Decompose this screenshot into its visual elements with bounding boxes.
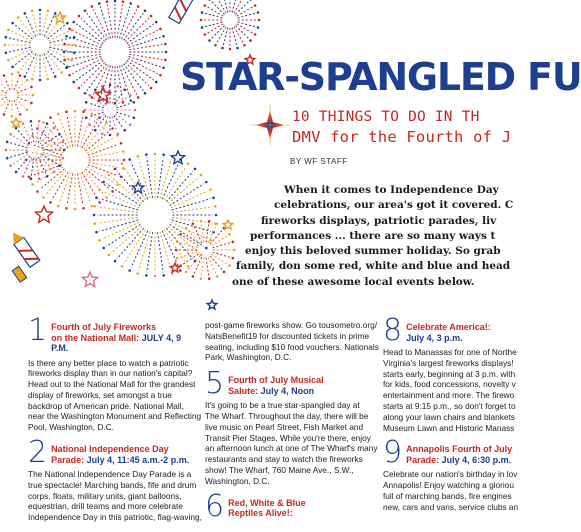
- star-icon: [11, 118, 21, 127]
- firework-burst-icon: [5, 120, 66, 180]
- event-4-continued: post-game fireworks show. Go tousometro.org/ NatsBenefit19 for discounted tickets in prime seating, including $10 food vouchers. Nationals Park, Washington, D.C.: [205, 320, 379, 363]
- column-3: [383, 313, 523, 522]
- event-time: JULY 4, 9 P.M.: [51, 332, 182, 353]
- intro-line: family, don some red, white and blue and head: [236, 260, 511, 273]
- star-icon: [170, 263, 180, 272]
- event-number: 8: [383, 313, 403, 348]
- intro-paragraph: [232, 183, 532, 290]
- event-title: Fourth of July Musical Salute: July 4, Noon: [228, 375, 324, 396]
- event-number: 9: [383, 435, 403, 471]
- event-title: Fourth of July Fireworks on the National Mall: JULY 4, 9 P.M.: [51, 322, 182, 353]
- event-number: 6: [205, 488, 225, 524]
- firework-burst-icon: [0, 73, 34, 118]
- intro-line: When it comes to Independence Day: [284, 184, 499, 196]
- event-title: Red, White & Blue Reptiles Alive!:: [228, 497, 306, 519]
- event-title: Annapolis Fourth of July Parade: July 4, 6:30 p.m.: [406, 444, 513, 465]
- star-icon: [82, 272, 97, 287]
- intro-line: one of these awesome local events below.: [232, 275, 475, 288]
- intro-line: fireworks displays, patriotic parades, liv: [261, 214, 497, 227]
- star-icon: [207, 300, 217, 309]
- firework-burst-icon: [63, 0, 168, 104]
- event-8: [383, 313, 523, 433]
- subtitle-line-2: DMV for the Fourth of J: [292, 128, 512, 146]
- event-description: The National Independence Day Parade is a true spectacle! Marching bands, fife and drum corps, floats, military units, giant balloons, equestrian, drill teams and more celebrate Independence Day in this patriotic, flag-waving,: [28, 469, 202, 523]
- event-5: [205, 366, 378, 486]
- event-time: July 4, 11:45 a.m.-2 p.m.: [86, 454, 190, 465]
- star-icon: [171, 151, 184, 164]
- event-description: It's going to be a true star-spangled day at The Wharf. Throughout the day, there will be live music on Pearl Street, Fish Market and Transit Pier Stages. While you're there, enjoy an afternoon lunch at one of The Wharf's many restaurants and stay to watch the fireworks show! The Wharf, 760 Maine Ave., S.W., Washington, D.C.: [205, 400, 378, 486]
- event-title: Celebrate America!: July 4, 3 p.m.: [406, 322, 491, 343]
- event-description: Head to Manassas for one of Northe Virginia's largest fireworks displays! starts early, beginning at 3 p.m. with for kids, food concessions, novelty v entertainment and more. The firewo starts at 9:15 p.m., so don't forget to along your lawn chairs and blankets Museum Lawn and Historic Manass: [383, 347, 517, 433]
- rocket-icon: [8, 229, 40, 267]
- firework-burst-icon: [93, 153, 218, 278]
- column-1: [28, 313, 202, 532]
- rocket-icon: [12, 266, 27, 282]
- intro-line: performances ... there are so many ways t: [250, 229, 496, 242]
- event-time: July 4, Noon: [260, 385, 315, 396]
- star-icon: [35, 206, 52, 222]
- event-number: 5: [205, 366, 225, 402]
- event-time: July 4, 3 p.m.: [406, 332, 463, 343]
- firework-burst-icon: [84, 84, 137, 137]
- event-title: National Independence Day Parade: July 4, 11:45 a.m.-2 p.m.: [51, 444, 190, 465]
- subtitle-line-1: 10 THINGS TO DO IN TH: [292, 109, 480, 125]
- rocket-icon: [169, 0, 199, 23]
- event-number: 2: [28, 435, 48, 471]
- event-description: Celebrate our nation's birthday in lov Annapolis! Enjoy watching a gloriou full of marching bands, fire engines new, cars and vans, service clubs an: [383, 469, 519, 512]
- headline: STAR-SPANGLED FU: [180, 55, 581, 99]
- event-6: [205, 488, 377, 524]
- event-number: 1: [28, 313, 48, 348]
- event-description: Is there any better place to watch a patriotic fireworks display than in our nation's capital? Head out to the National Mall for the grandest display of fireworks, set amongst a true backdrop of American pride. National Mall, near the Washington Monument and Reflecting Pool, Washington, D.C.: [28, 357, 202, 433]
- event-1: [28, 313, 202, 433]
- firework-burst-icon: [200, 0, 261, 50]
- intro-line: celebrations, our area's got it covered. C: [274, 199, 514, 212]
- event-time: July 4, 6:30 p.m.: [441, 454, 512, 465]
- intro-line: enjoy this beloved summer holiday. So grab: [245, 245, 501, 258]
- event-2: [28, 435, 202, 523]
- column-2: [205, 320, 377, 528]
- event-9: [383, 435, 523, 512]
- byline: BY WF STAFF: [290, 157, 348, 166]
- star-icon: [132, 182, 143, 193]
